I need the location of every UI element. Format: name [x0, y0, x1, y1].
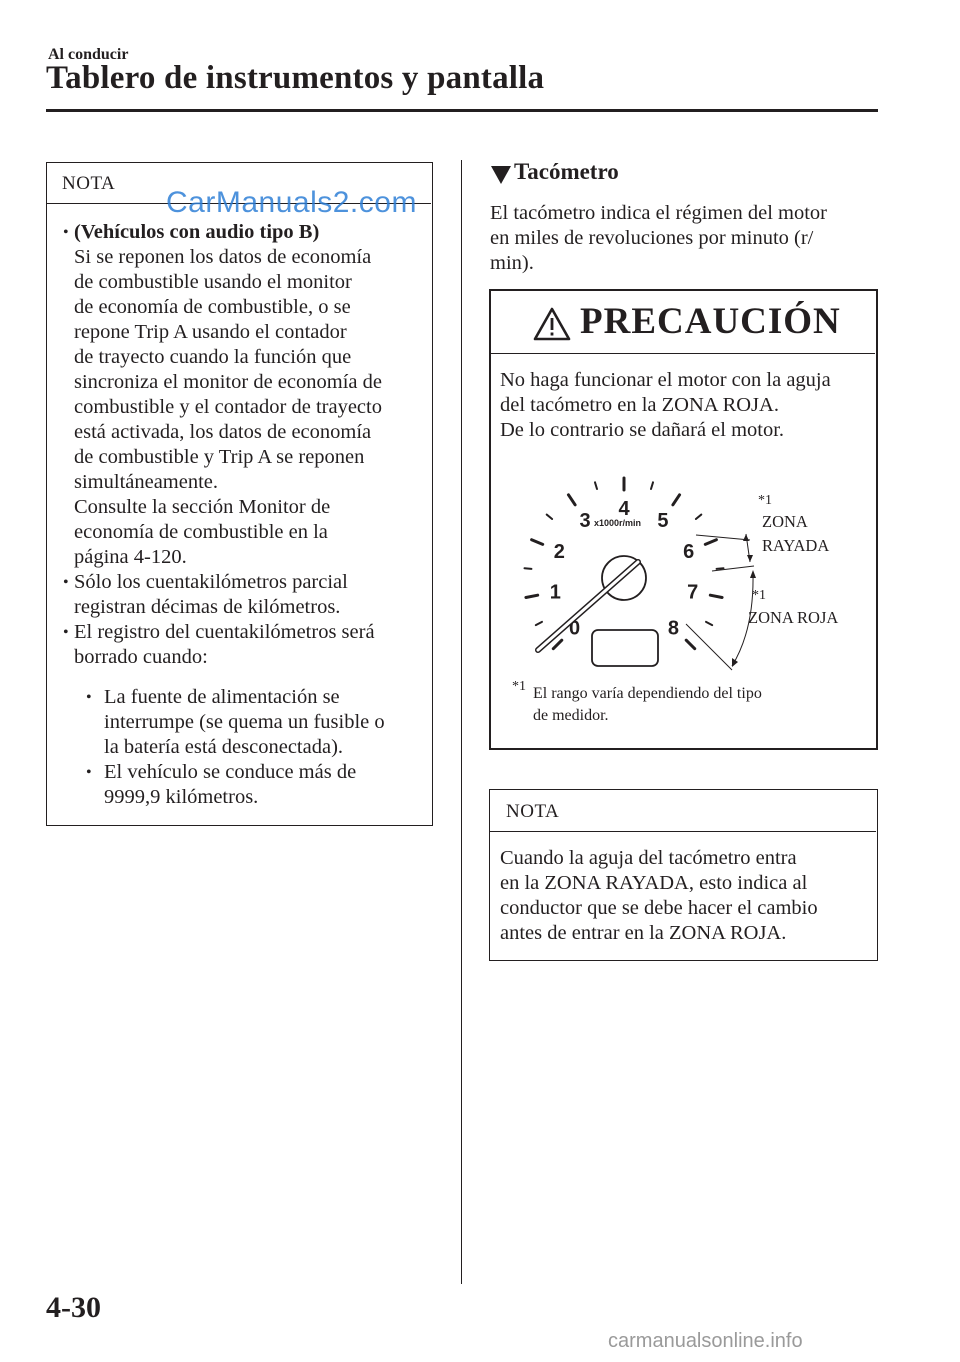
- title-rule: [46, 109, 878, 112]
- note-line: El registro del cuentakilómetros será: [74, 621, 375, 643]
- gauge-number: 0: [568, 617, 581, 640]
- section-heading: Tacómetro: [514, 159, 619, 184]
- note-line: repone Trip A usando el contador: [74, 321, 347, 343]
- body-line: en miles de revoluciones por minuto (r/: [490, 227, 814, 249]
- note-line: de economía de combustible, o se: [74, 296, 351, 318]
- footnote-mark: *1: [512, 679, 526, 694]
- footnote-mark: *1: [758, 493, 772, 508]
- gauge-tick: [710, 595, 722, 597]
- zone-rayada-label: ZONA: [762, 512, 808, 531]
- note-line: economía de combustible en la: [74, 521, 328, 543]
- note-line: de combustible y Trip A se reponen: [74, 446, 365, 468]
- footnote-mark: *1: [752, 588, 766, 603]
- right-note-line: antes de entrar en la ZONA ROJA.: [500, 922, 787, 944]
- zone-rayada-label: RAYADA: [762, 536, 830, 555]
- page-number: 4-30: [46, 1291, 101, 1324]
- note-line: Consulte la sección Monitor de: [74, 496, 331, 518]
- right-note-line: en la ZONA RAYADA, esto indica al: [500, 872, 808, 894]
- gauge-footnote: El rango varía dependiendo del tipo: [533, 685, 762, 702]
- bullet-icon: •: [63, 624, 69, 641]
- caution-line: No haga funcionar el motor con la aguja: [500, 369, 831, 391]
- note-line: Si se reponen los datos de economía: [74, 246, 372, 268]
- caution-line: De lo contrario se dañará el motor.: [500, 419, 785, 441]
- gauge-display: [592, 630, 658, 666]
- sub-bullet-icon: •: [86, 764, 92, 781]
- gauge-tick: [686, 640, 694, 648]
- gauge-tick: [673, 495, 680, 505]
- gauge-number: 8: [667, 617, 680, 640]
- note-line: borrado cuando:: [74, 646, 208, 668]
- note-line: interrumpe (se quema un fusible o: [104, 711, 385, 733]
- gauge-tick: [651, 482, 653, 489]
- section-label: Al conducir: [48, 46, 129, 63]
- caution-line: del tacómetro en la ZONA ROJA.: [500, 394, 779, 416]
- note-line: La fuente de alimentación se: [104, 686, 340, 708]
- triangle-down-icon: [491, 166, 511, 184]
- page-title: Tablero de instrumentos y pantalla: [46, 60, 545, 96]
- gauge-tick: [568, 495, 575, 505]
- right-note-line: conductor que se debe hacer el cambio: [500, 897, 818, 919]
- gauge-footnote: de medidor.: [533, 707, 609, 724]
- note-line: de trayecto cuando la función que: [74, 346, 352, 368]
- bullet-icon: •: [63, 574, 69, 591]
- gauge-number: 7: [687, 581, 699, 604]
- caution-title: PRECAUCIÓN: [580, 301, 841, 342]
- gauge-tick: [696, 515, 701, 519]
- right-note-header: [490, 790, 876, 832]
- column-divider: [461, 160, 462, 1284]
- body-line: min).: [490, 252, 534, 274]
- gauge-tick: [524, 568, 531, 569]
- sub-bullet-icon: •: [86, 689, 92, 706]
- left-note-label: NOTA: [62, 173, 116, 194]
- note-line: está activada, los datos de economía: [74, 421, 372, 443]
- gauge-number: 6: [683, 541, 695, 564]
- body-line: El tacómetro indica el régimen del motor: [490, 202, 827, 224]
- note-line: El vehículo se conduce más de: [104, 761, 357, 783]
- gauge-number: 3: [579, 509, 591, 532]
- note-line: de combustible usando el monitor: [74, 271, 352, 293]
- note-line: 9999,9 kilómetros.: [104, 786, 259, 808]
- gauge-number: 5: [657, 509, 669, 532]
- gauge-number: 2: [553, 541, 565, 564]
- gauge-tick: [526, 595, 538, 597]
- right-note-label: NOTA: [506, 801, 560, 822]
- note-line: Sólo los cuentakilómetros parcial: [74, 571, 348, 593]
- bullet-icon: •: [63, 224, 69, 241]
- note-line: combustible y el contador de trayecto: [74, 396, 382, 418]
- note-line: página 4-120.: [74, 546, 187, 568]
- gauge-tick: [547, 515, 552, 519]
- tachometer-illustration: [500, 470, 880, 680]
- zone-roja-label: ZONA ROJA: [748, 608, 839, 627]
- note-item-title: (Vehículos con audio tipo B): [74, 221, 320, 243]
- note-line: la batería está desconectada).: [104, 736, 344, 758]
- warning-triangle-icon: [532, 306, 572, 342]
- gauge-tick: [532, 540, 543, 545]
- gauge-number: 1: [549, 581, 561, 604]
- gauge-number: 4: [618, 498, 630, 520]
- note-line: registran décimas de kilómetros.: [74, 596, 341, 618]
- gauge-tick: [595, 482, 597, 489]
- gauge-tick: [717, 568, 724, 569]
- footer-url: carmanualsonline.info: [608, 1330, 803, 1352]
- gauge-tick: [553, 640, 561, 648]
- gauge-tick: [536, 622, 542, 625]
- gauge-tick: [706, 622, 712, 625]
- gauge-unit-label: x1000r/min: [594, 518, 642, 528]
- note-line: simultáneamente.: [74, 471, 219, 493]
- note-line: sincroniza el monitor de economía de: [74, 371, 382, 393]
- gauge-tick: [705, 540, 716, 545]
- watermark-logo: CarManuals2.com: [166, 186, 417, 219]
- right-note-line: Cuando la aguja del tacómetro entra: [500, 847, 797, 869]
